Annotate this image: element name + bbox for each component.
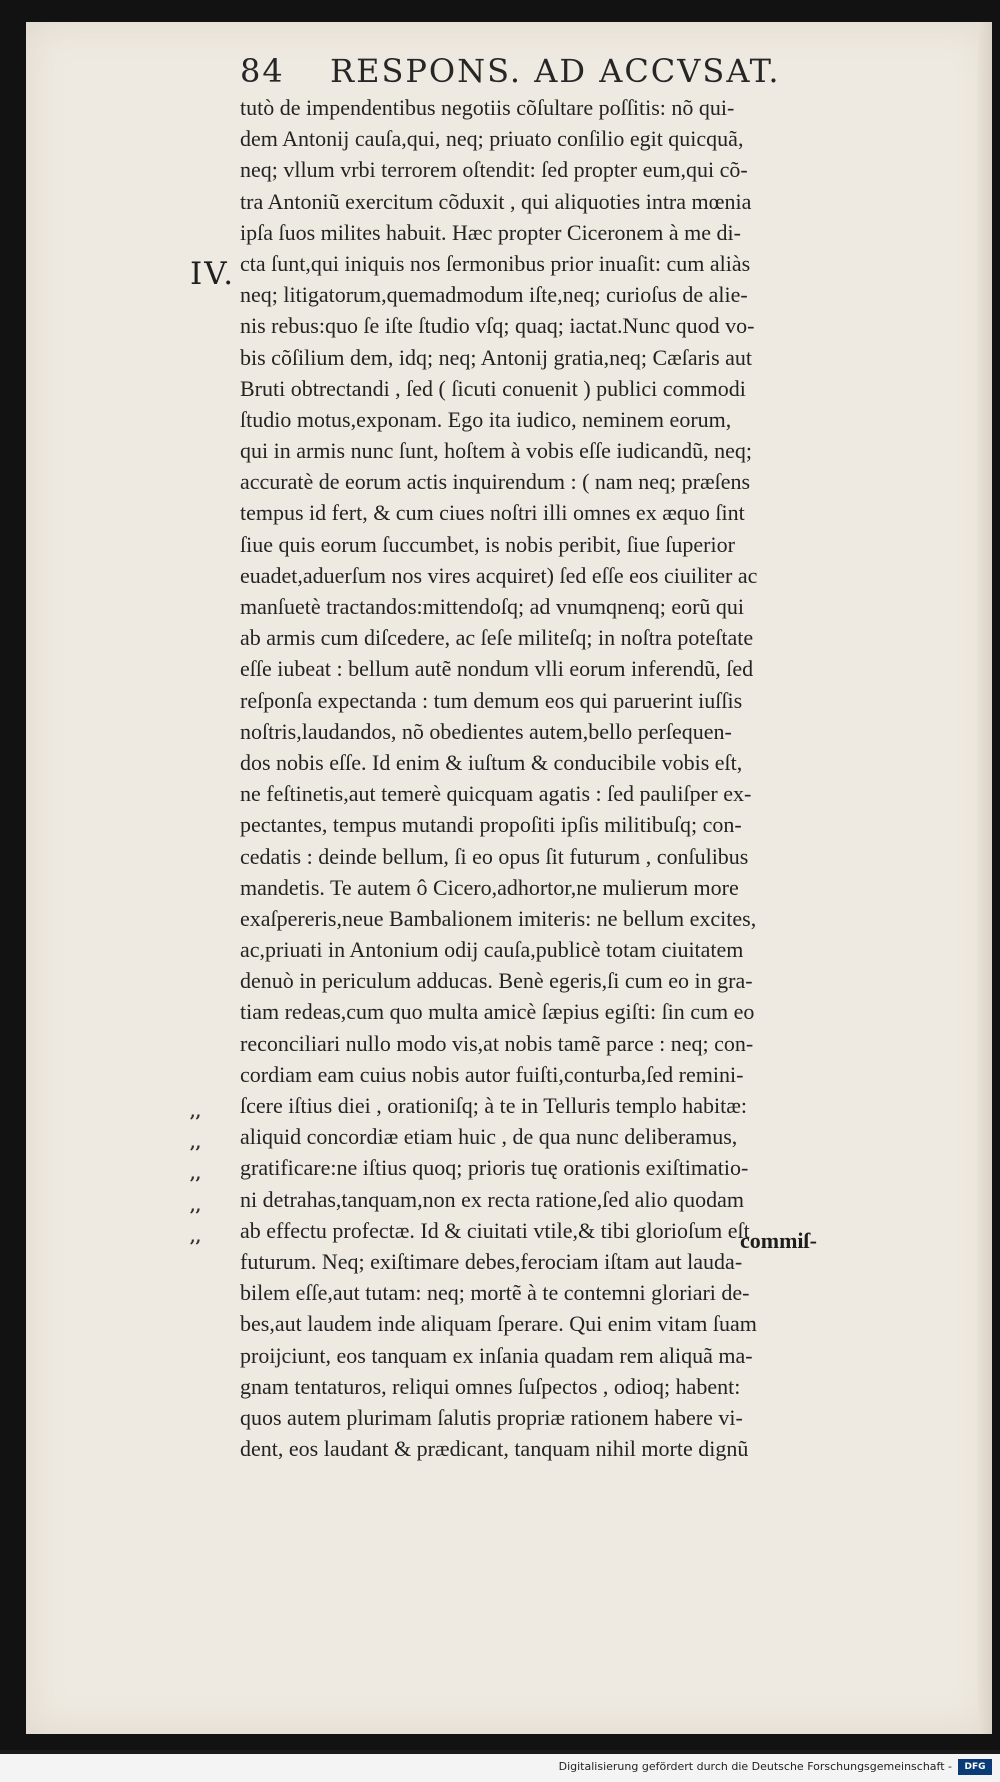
digitization-footer: [0, 1754, 1000, 1782]
text-line: tiam redeas,cum quo multa amicè ſæpius egiſti: ſin cum eo: [240, 999, 755, 1025]
catchword: commiſ-: [740, 1228, 817, 1253]
text-line: mandetis. Te autem ô Cicero,adhortor,ne mulierum more: [240, 874, 739, 900]
text-line: manſuetè tractandos:mittendoſq; ad vnumqnenq; eorũ qui: [240, 594, 745, 619]
text-line: bilem eſſe,aut tutam: neq; mortẽ à te contemni gloriari de-: [240, 1280, 750, 1306]
text-line: cordiam eam cuius nobis autor fuiſti,conturba,ſed remini-: [240, 1061, 744, 1087]
text-line: denuò in periculum adducas. Benè egeris,ſi cum eo in gra-: [240, 968, 753, 994]
text-line: dem Antonij cauſa,qui, neq; priuato conſilio egit quicquã,: [240, 126, 744, 152]
text-line: ſiue quis eorum ſuccumbet, is nobis peribit, ſiue ſuperior: [240, 531, 735, 557]
text-line: eſſe iubeat : bellum autẽ nondum vlli eorum inferendũ, ſed: [240, 656, 754, 682]
text-line: reconciliari nullo modo vis,at nobis tamẽ parce : neq; con-: [240, 1030, 754, 1056]
text-line: noſtris,laudandos, nõ obedientes autem,bello perſequen-: [240, 718, 732, 744]
text-line: ſtudio motus,exponam. Ego ita iudico, neminem eorum,: [240, 406, 732, 432]
margin-quote-marks: [190, 1096, 230, 1252]
text-line: euadet,aduerſum nos vires acquiret) ſed eſſe eos ciuiliter ac: [240, 562, 758, 588]
text-line: ac,priuati in Antonium odij cauſa,publicè totam ciuitatem: [240, 937, 744, 963]
text-line: neq; vllum vrbi terrorem oſtendit: ſed propter eum,qui cõ-: [240, 157, 748, 183]
running-head: [240, 44, 860, 94]
text-line: ni detrahas,tanquam,non ex recta ratione,ſed alio quodam: [240, 1186, 744, 1212]
margin-section-numeral: IV.: [190, 256, 236, 292]
text-line: nis rebus:quo ſe iſte ſtudio vſq; quaq; iactat.Nunc quod vo-: [240, 313, 755, 339]
text-line: reſponſa expectanda : tum demum eos qui paruerint iuſſis: [240, 687, 743, 713]
text-line: dos nobis eſſe. Id enim & iuſtum & conducibile vobis eſt,: [240, 749, 743, 775]
quote-mark: ,,: [190, 1226, 202, 1246]
quote-mark: ,,: [190, 1133, 202, 1153]
quote-mark: ,,: [190, 1164, 202, 1184]
text-line: cedatis : deinde bellum, ſi eo opus ſit futurum , conſulibus: [240, 843, 749, 869]
text-line: futurum. Neq; exiſtimare debes,ferociam iſtam aut lauda-: [240, 1248, 743, 1274]
text-line: exaſpereris,neue Bambalionem imiteris: ne bellum excites,: [240, 905, 757, 931]
text-line: ſcere iſtius diei , orationiſq; à te in Telluris templo habitæ:: [240, 1093, 748, 1118]
text-line: cta ſunt,qui iniquis nos ſermonibus prior inuaſit: cum aliàs: [240, 250, 751, 276]
text-line: ab armis cum diſcedere, ac ſeſe militeſq; in noſtra poteſtate: [240, 625, 754, 651]
funding-credit: Digitalisierung gefördert durch die Deutsche Forschungsgemeinschaft -: [558, 1760, 952, 1773]
text-line: tra Antoniũ exercitum cõduxit , qui aliquoties intra mœnia: [240, 188, 752, 214]
text-line: qui in armis nunc ſunt, hoſtem à vobis eſſe iudicandũ, neq;: [240, 438, 753, 464]
text-line: accuratè de eorum actis inquirendum : ( nam neq; præſens: [240, 469, 751, 495]
text-line: Bruti obtrectandi , ſed ( ſicuti conuenit ) publici commodi: [240, 375, 746, 401]
page-edge: [978, 22, 992, 1734]
text-line: gratificare:ne iſtius quoq; prioris tuę orationis exiſtimatio-: [240, 1155, 749, 1181]
text-line: tempus id fert, & cum ciues noſtri illi omnes ex æquo ſint: [240, 500, 745, 526]
text-line: proijciunt, eos tanquam ex inſania quadam rem aliquã ma-: [240, 1342, 753, 1368]
text-line: neq; litigatorum,quemadmodum iſte,neq; curioſus de alie-: [240, 282, 748, 308]
text-line: aliquid concordiæ etiam huic , de qua nunc deliberamus,: [240, 1124, 738, 1150]
quote-mark: ,,: [190, 1195, 202, 1215]
text-line: tutò de impendentibus negotiis cõſultare poſſitis: nõ qui-: [240, 95, 735, 120]
text-line: ne feſtinetis,aut temerè quicquam agatis : ſed pauliſper ex-: [240, 781, 752, 807]
running-head-title: RESPONS. AD ACCVSAT.: [330, 52, 781, 90]
quote-mark: ,,: [190, 1102, 202, 1121]
text-line: ipſa ſuos milites habuit. Hæc propter Ciceronem à me di-: [240, 219, 741, 245]
text-line: gnam tentaturos, reliqui omnes ſuſpectos , odioq; habent:: [240, 1373, 741, 1399]
text-line: bis cõſilium dem, idq; neq; Antonij gratia,neq; Cæſaris aut: [240, 344, 753, 370]
body-text: [240, 92, 847, 1462]
dfg-logo: DFG: [958, 1759, 992, 1775]
text-line: pectantes, tempus mutandi propoſiti ipſis militibuſq; con-: [240, 812, 742, 838]
text-line: quos autem plurimam ſalutis propriæ rationem habere vi-: [240, 1404, 743, 1430]
text-line: ab effectu profectæ. Id & ciuitati vtile,& tibi glorioſum eſt: [240, 1217, 750, 1243]
text-line: dent, eos laudant & prædicant, tanquam nihil morte dignũ: [240, 1436, 749, 1462]
page-number: 84: [240, 52, 285, 90]
text-line: bes,aut laudem inde aliquam ſperare. Qui enim vitam ſuam: [240, 1311, 757, 1337]
